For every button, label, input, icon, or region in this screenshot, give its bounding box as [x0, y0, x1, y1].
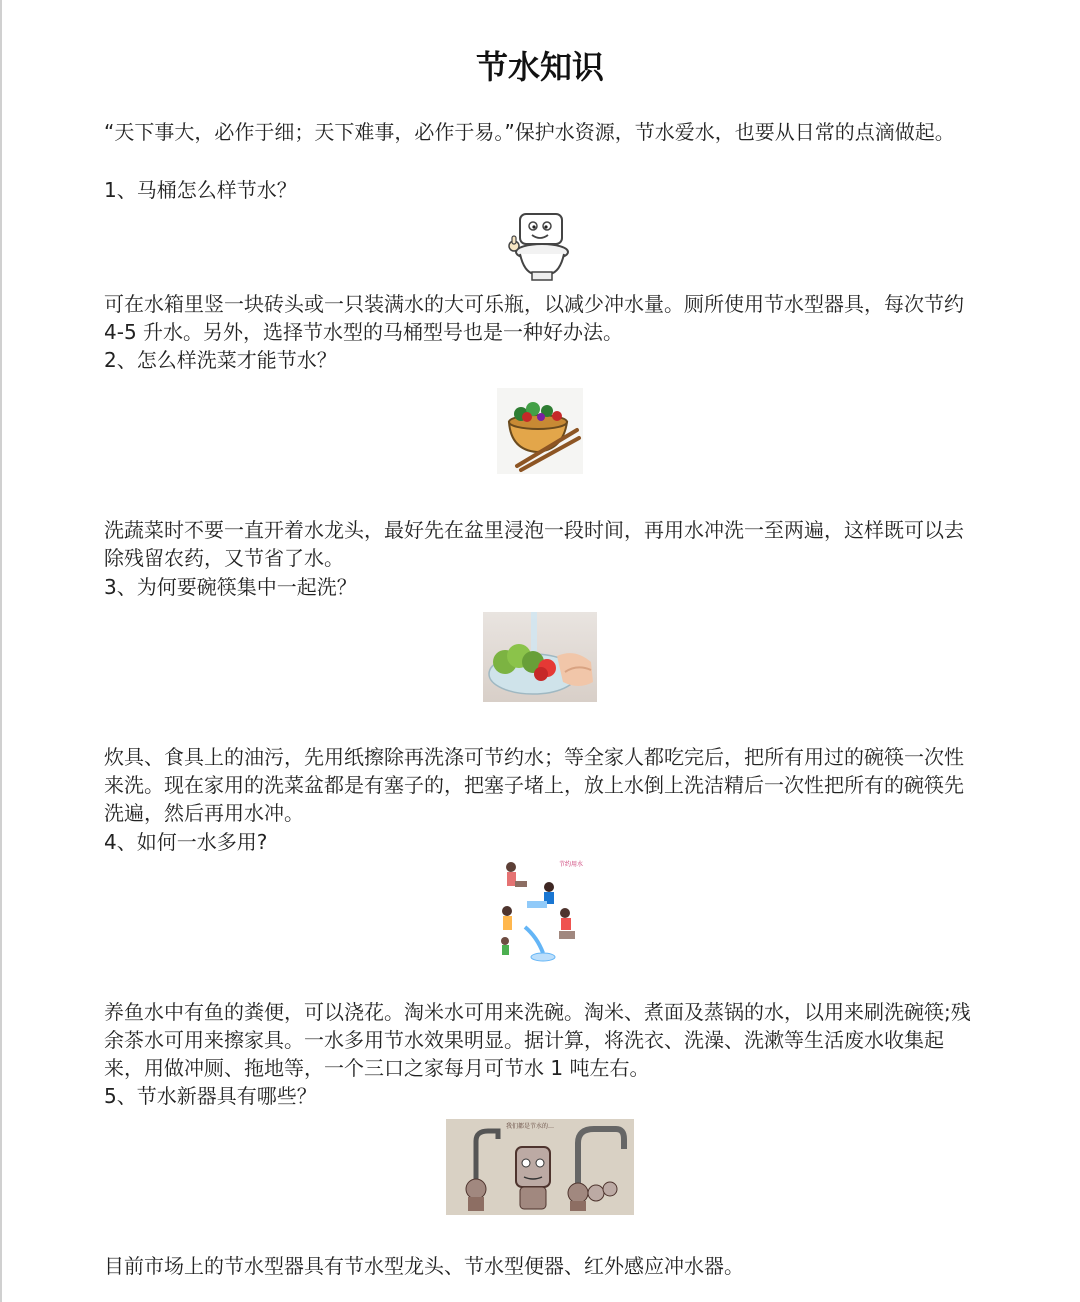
svg-text:我们都是节水的…: 我们都是节水的…	[506, 1123, 555, 1130]
question-2: 2、怎么样洗菜才能节水？	[104, 348, 337, 372]
faucets-cartoon-image	[446, 1119, 634, 1215]
answer-3: 炊具、食具上的油污，先用纸擦除再洗涤可节约水；等全家人都吃完后，把所有用过的碗筷一次性来洗。现在家用的洗菜盆都是有塞子的，把塞子堵上，放上水倒上洗洁精后一次性把所有的碗筷先洗遍，然后再用水冲。	[104, 745, 964, 825]
question-3: 3、为何要碗筷集中一起洗？	[104, 575, 357, 599]
answer-1: 可在水箱里竖一块砖头或一只装满水的大可乐瓶，以减少冲水量。厕所使用节水型器具，每次节约 4-5 升水。另外，选择节水型的马桶型号也是一种好办法。	[104, 292, 964, 344]
toilet-cartoon-image	[502, 208, 578, 284]
question-5: 5、节水新器具有哪些？	[104, 1084, 317, 1108]
answer-5: 目前市场上的节水型器具有节水型龙头、节水型便器、红外感应冲水器。	[104, 1254, 744, 1278]
page-edge	[0, 0, 2, 1302]
question-1: 1、马桶怎么样节水？	[104, 178, 297, 202]
answer-2: 洗蔬菜时不要一直开着水龙头，最好先在盆里浸泡一段时间，再用水冲洗一至两遍，这样既可以去除残留农药，又节省了水。	[104, 518, 964, 570]
intro-paragraph: “天下事大，必作于细；天下难事，必作于易。”保护水资源，节水爱水，也要从日常的点滴做起。	[104, 120, 955, 144]
svg-text:节约用水: 节约用水	[559, 861, 584, 868]
salad-bowl-image	[497, 388, 583, 474]
washing-vegetables-photo	[483, 612, 597, 702]
water-reuse-cartoon-image	[497, 857, 591, 967]
page-title: 节水知识	[475, 48, 604, 86]
question-4: 4、如何一水多用?	[104, 830, 268, 854]
answer-4: 养鱼水中有鱼的粪便，可以浇花。淘米水可用来洗碗。淘米、煮面及蒸锅的水，以用来刷洗碗筷;残余茶水可用来擦家具。一水多用节水效果明显。据计算，将洗衣、洗澡、洗漱等生活废水收集起来，用做冲厕、拖地等，一个三口之家每月可节水 1 吨左右。	[104, 1000, 971, 1080]
